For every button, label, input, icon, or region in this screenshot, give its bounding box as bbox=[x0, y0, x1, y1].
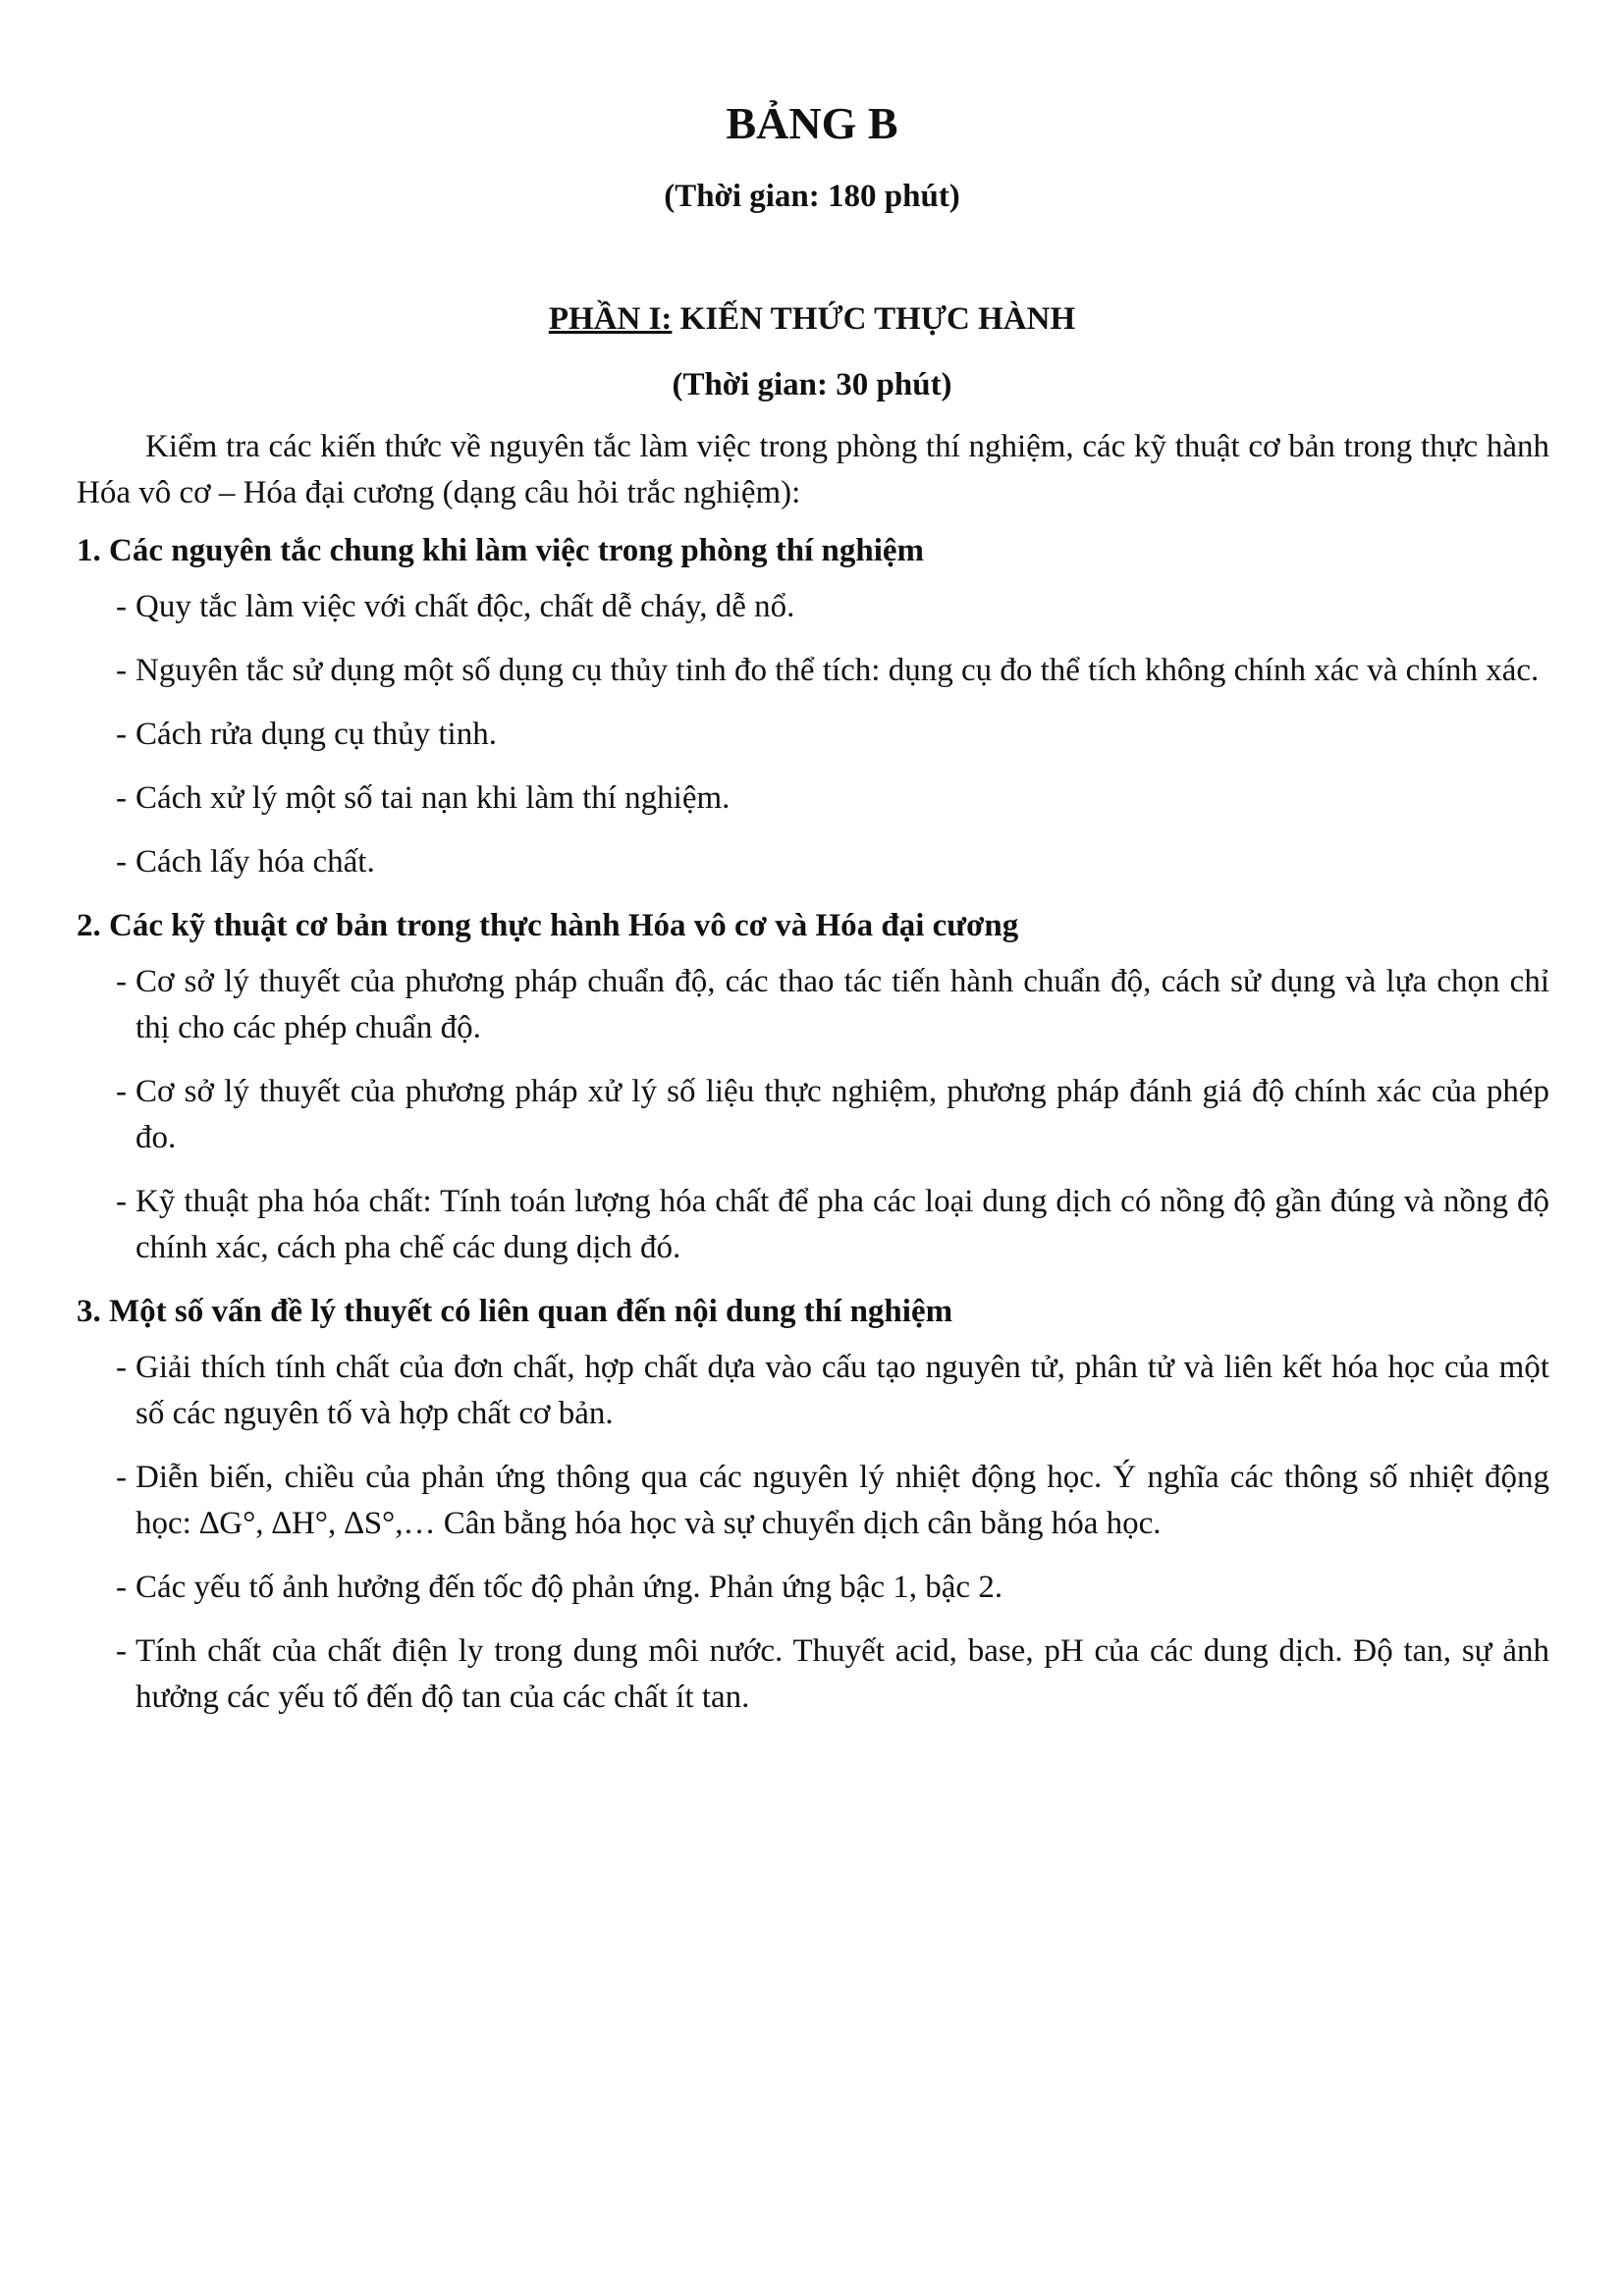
section-heading: 2. Các kỹ thuật cơ bản trong thực hành Hóa vô cơ và Hóa đại cương bbox=[77, 908, 1019, 943]
list-item: - Nguyên tắc sử dụng một số dụng cụ thủy tinh đo thể tích: dụng cụ đo thể tích không chính xác và chính xác. bbox=[116, 653, 1540, 688]
list-item: - Cách rửa dụng cụ thủy tinh. bbox=[116, 717, 497, 752]
section-1 bbox=[77, 528, 1549, 885]
list-item: - Diễn biến, chiều của phản ứng thông qua các nguyên lý nhiệt động học. Ý nghĩa các thông số nhiệt động học: ∆G°, ∆H°, ∆S°,… Cân bằng hóa học và sự chuyển dịch cân bằng hóa học. bbox=[116, 1460, 1549, 1541]
part-name: KIẾN THỨC THỰC HÀNH bbox=[672, 301, 1076, 337]
list-item: - Tính chất của chất điện ly trong dung môi nước. Thuyết acid, base, pH của các dung dịch. Độ tan, sự ảnh hưởng các yếu tố đến độ tan của các chất ít tan. bbox=[116, 1633, 1549, 1715]
list-item: - Kỹ thuật pha hóa chất: Tính toán lượng hóa chất để pha các loại dung dịch có nồng độ gần đúng và nồng độ chính xác, cách pha chế các dung dịch đó. bbox=[116, 1184, 1549, 1265]
exam-duration: (Thời gian: 180 phút) bbox=[664, 179, 960, 214]
list-item: - Cơ sở lý thuyết của phương pháp xử lý số liệu thực nghiệm, phương pháp đánh giá độ chính xác của phép đo. bbox=[116, 1074, 1549, 1155]
part-title bbox=[0, 297, 1624, 341]
part-duration: (Thời gian: 30 phút) bbox=[672, 367, 952, 402]
list-item: - Các yếu tố ảnh hưởng đến tốc độ phản ứng. Phản ứng bậc 1, bậc 2. bbox=[116, 1570, 1003, 1605]
list-item: - Giải thích tính chất của đơn chất, hợp chất dựa vào cấu tạo nguyên tử, phân tử và liên kết hóa học của một số các nguyên tố và hợp chất cơ bản. bbox=[116, 1350, 1549, 1431]
page-title: BẢNG B bbox=[726, 98, 898, 148]
document-body bbox=[77, 424, 1549, 1738]
section-2 bbox=[77, 903, 1549, 1271]
list-item: - Cơ sở lý thuyết của phương pháp chuẩn độ, các thao tác tiến hành chuẩn độ, cách sử dụng và lựa chọn chỉ thị cho các phép chuẩn độ. bbox=[116, 964, 1549, 1045]
list-item: - Cách lấy hóa chất. bbox=[116, 844, 375, 880]
section-heading: 1. Các nguyên tắc chung khi làm việc trong phòng thí nghiệm bbox=[77, 533, 924, 568]
list-item: - Cách xử lý một số tai nạn khi làm thí nghiệm. bbox=[116, 780, 731, 816]
list-item: - Quy tắc làm việc với chất độc, chất dễ cháy, dễ nổ. bbox=[116, 589, 795, 624]
section-heading: 3. Một số vấn đề lý thuyết có liên quan đến nội dung thí nghiệm bbox=[77, 1294, 953, 1329]
intro-paragraph: Kiểm tra các kiến thức về nguyên tắc làm việc trong phòng thí nghiệm, các kỹ thuật cơ bản trong thực hành Hóa vô cơ – Hóa đại cương (dạng câu hỏi trắc nghiệm): bbox=[77, 429, 1549, 510]
part-label: PHẦN I: bbox=[548, 301, 673, 337]
section-3 bbox=[77, 1289, 1549, 1721]
